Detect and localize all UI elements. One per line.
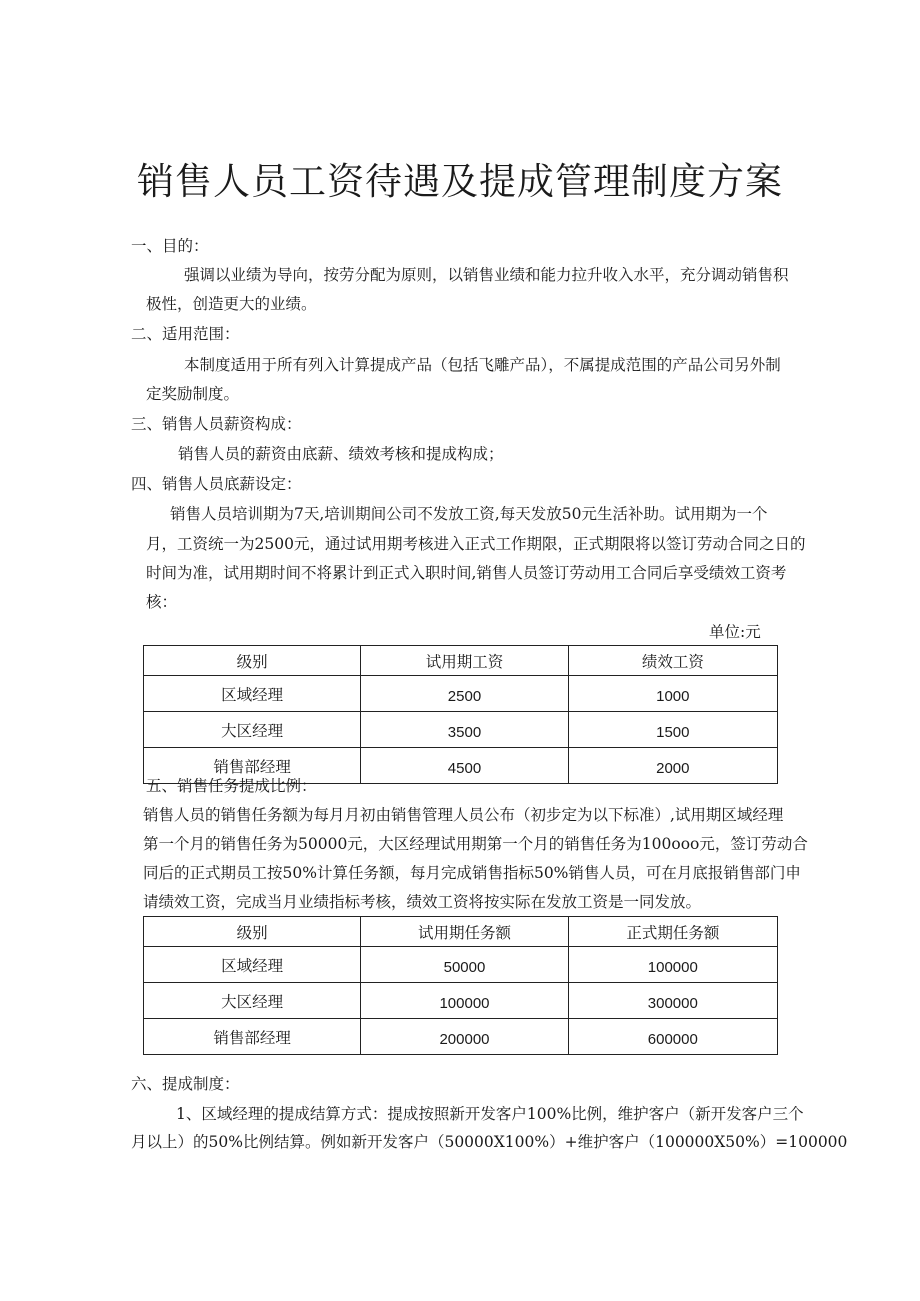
table-header-cell: 级别 [144, 917, 361, 947]
table-cell: 1000 [568, 676, 777, 712]
table-cell: 200000 [361, 1019, 568, 1055]
section-5-body-line-4: 请绩效工资，完成当月业绩指标考核，绩效工资将按实际在发放工资是一同发放。 [143, 893, 702, 911]
table-row [144, 983, 778, 1019]
table-header-cell: 级别 [144, 646, 361, 676]
task-table [143, 916, 778, 1055]
table-cell: 100000 [361, 983, 568, 1019]
section-2-body-line-2: 定奖励制度。 [146, 385, 240, 403]
table-cell-level: 销售部经理 [144, 1019, 361, 1055]
table-row [144, 712, 778, 748]
section-1-body-line-2: 极性，创造更大的业绩。 [146, 295, 317, 313]
table-header-row [144, 917, 778, 947]
section-4-body-line-4: 核： [146, 593, 178, 611]
section-3-heading: 三、销售人员薪资构成： [131, 415, 302, 433]
table-header-cell: 试用期工资 [361, 646, 568, 676]
table-cell-level: 销售部经理 [144, 748, 361, 784]
section-5-body-line-1: 销售人员的销售任务额为每月月初由销售管理人员公布（初步定为以下标准）,试用期区域经理 [143, 806, 784, 824]
section-1-heading: 一、目的： [131, 237, 209, 255]
table-cell: 1500 [568, 712, 777, 748]
table-header-cell: 绩效工资 [568, 646, 777, 676]
salary-table [143, 645, 778, 784]
section-5-body-line-3: 同后的正式期员工按50%计算任务额，每月完成销售指标50%销售人员，可在月底报销售部门申 [143, 864, 801, 882]
section-6-body-line-1: 1、区域经理的提成结算方式：提成按照新开发客户100%比例，维护客户（新开发客户三个 [176, 1105, 804, 1123]
section-4-body-line-1: 销售人员培训期为7天,培训期间公司不发放工资,每天发放50元生活补助。试用期为一个 [170, 505, 768, 523]
table-cell: 300000 [568, 983, 777, 1019]
section-4-heading: 四、销售人员底薪设定： [131, 475, 302, 493]
table-header-row [144, 646, 778, 676]
section-2-heading: 二、适用范围： [131, 325, 240, 343]
table-cell-level: 大区经理 [144, 712, 361, 748]
table-cell: 100000 [568, 947, 777, 983]
section-6-body-line-2: 月以上）的50%比例结算。例如新开发客户（50000X100%）+维护客户（100000X50%）=100000 [131, 1133, 848, 1151]
table-cell-level: 大区经理 [144, 983, 361, 1019]
section-3-body: 销售人员的薪资由底薪、绩效考核和提成构成； [178, 445, 504, 463]
table-row [144, 676, 778, 712]
table-cell-level: 区域经理 [144, 676, 361, 712]
table-cell: 2000 [568, 748, 777, 784]
table-cell: 4500 [361, 748, 568, 784]
section-5-heading: 五、销售任务提成比例： [146, 777, 317, 795]
section-2-body-line-1: 本制度适用于所有列入计算提成产品（包括飞雕产品），不属提成范围的产品公司另外制 [184, 356, 781, 374]
table-cell: 3500 [361, 712, 568, 748]
table-header-cell: 正式期任务额 [568, 917, 777, 947]
section-1-body-line-1: 强调以业绩为导向，按劳分配为原则，以销售业绩和能力拉升收入水平，充分调动销售积 [184, 266, 789, 284]
section-4-body-line-2: 月，工资统一为2500元，通过试用期考核进入正式工作期限，正式期限将以签订劳动合同之日的 [146, 535, 806, 553]
table-cell: 2500 [361, 676, 568, 712]
table-row [144, 947, 778, 983]
table-header-cell: 试用期任务额 [361, 917, 568, 947]
section-6-heading: 六、提成制度： [131, 1075, 240, 1093]
table-row [144, 1019, 778, 1055]
document-title: 销售人员工资待遇及提成管理制度方案 [137, 160, 783, 203]
section-5-body-line-2: 第一个月的销售任务为50000元，大区经理试用期第一个月的销售任务为100ooo元，签订劳动合 [143, 835, 808, 853]
salary-table-unit: 单位:元 [709, 623, 761, 641]
section-4-body-line-3: 时间为准，试用期时间不将累计到正式入职时间,销售人员签订劳动用工合同后享受绩效工资考 [146, 564, 787, 582]
table-cell: 50000 [361, 947, 568, 983]
table-cell: 600000 [568, 1019, 777, 1055]
table-cell-level: 区域经理 [144, 947, 361, 983]
